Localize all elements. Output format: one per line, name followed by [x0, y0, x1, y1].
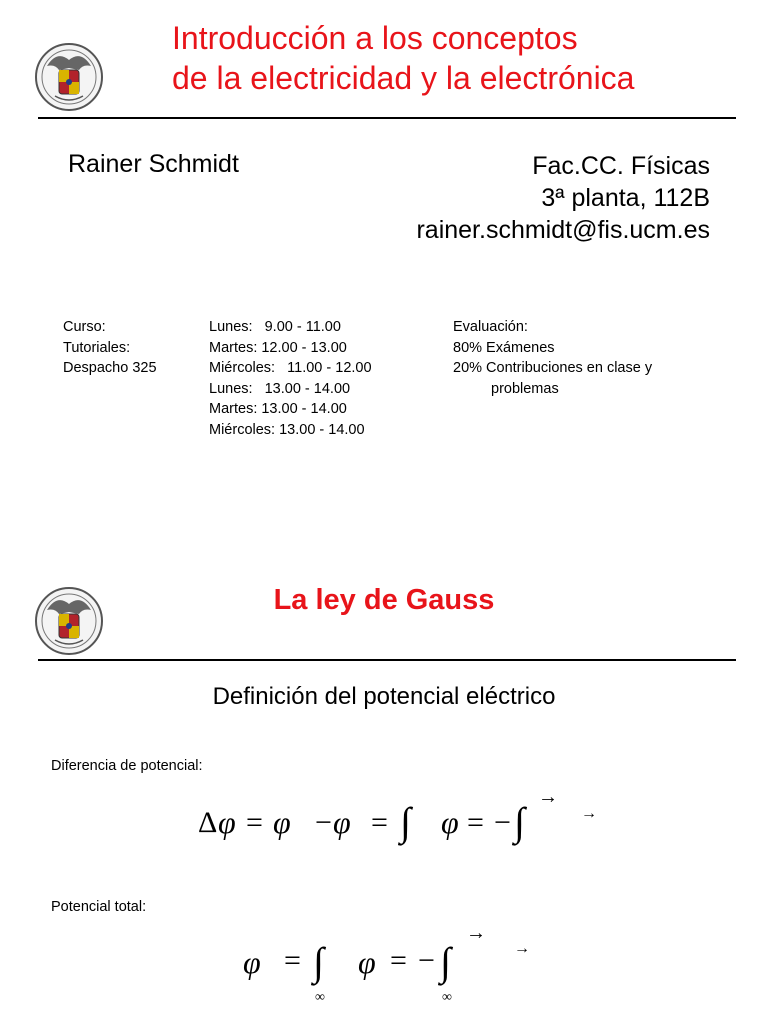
slide2-title: La ley de Gauss: [273, 584, 495, 616]
potential-difference-label: Diferencia de potencial:: [51, 758, 203, 774]
minus-symbol: −: [494, 806, 511, 839]
schedule-row: Martes: 12.00 - 13.00: [209, 339, 347, 356]
phi-symbol: φ: [218, 804, 236, 840]
university-seal-icon: [33, 38, 105, 116]
vector-arrow: →: [466, 922, 486, 944]
schedule-row: Lunes: 13.00 - 14.00: [209, 380, 351, 397]
author-name: Rainer Schmidt: [68, 150, 239, 178]
schedule-times: [209, 317, 372, 440]
integral-symbol: ∫: [313, 939, 324, 984]
slide1-title-line1: Introducción a los conceptos: [172, 20, 578, 56]
office-label: Despacho 325: [63, 360, 157, 376]
schedule-row: Miércoles: 13.00 - 14.00: [209, 421, 365, 438]
phi-symbol: φ: [273, 804, 291, 840]
evaluation-label: Evaluación:: [453, 319, 528, 335]
vector-arrow: →: [514, 940, 530, 957]
faculty: Fac.CC. Físicas: [532, 152, 710, 180]
schedule-row: Martes: 13.00 - 14.00: [209, 401, 347, 417]
integral-symbol: ∫: [440, 939, 451, 984]
evaluation-item: 80% Exámenes: [453, 339, 555, 356]
office: 3ª planta, 112B: [541, 184, 710, 212]
contact-block: [416, 150, 710, 246]
evaluation-block: [453, 317, 652, 399]
slide1-divider: [38, 117, 736, 119]
tutorials-label: Tutoriales:: [63, 339, 131, 356]
minus-symbol: −: [315, 806, 332, 839]
evaluation-item: problemas: [491, 380, 559, 397]
schedule-labels: [63, 317, 157, 379]
minus-symbol: −: [418, 944, 435, 977]
infinity-limit: ∞: [442, 990, 452, 1005]
slide2-divider: [38, 659, 736, 661]
slide1-title: [172, 18, 634, 98]
equals-symbol: =: [246, 806, 263, 839]
equals-symbol: =: [284, 944, 301, 977]
schedule-row: Miércoles: 11.00 - 12.00: [209, 360, 372, 376]
slide2-subtitle: Definición del potencial eléctrico: [212, 683, 556, 710]
equals-symbol: =: [371, 806, 388, 839]
vector-arrow: →: [538, 786, 558, 808]
delta-symbol: Δ: [198, 806, 218, 839]
schedule-row: Lunes: 9.00 - 11.00: [209, 319, 341, 335]
phi-symbol: φ: [333, 804, 351, 840]
email-link[interactable]: rainer.schmidt@fis.ucm.es: [416, 216, 710, 244]
evaluation-item: 20% Contribuciones en clase y: [453, 360, 653, 376]
integral-symbol: ∫: [514, 799, 525, 844]
total-potential-label: Potencial total:: [51, 899, 147, 915]
slide1-title-line2: de la electricidad y la electrónica: [172, 60, 635, 96]
equals-symbol: =: [467, 806, 484, 839]
integral-symbol: ∫: [400, 799, 411, 844]
equals-symbol: =: [390, 944, 407, 977]
phi-symbol: φ: [441, 804, 459, 840]
course-label: Curso:: [63, 319, 106, 335]
vector-arrow: →: [581, 805, 597, 822]
phi-symbol: φ: [243, 944, 261, 980]
phi-symbol: φ: [358, 944, 376, 980]
infinity-limit: ∞: [315, 990, 325, 1005]
